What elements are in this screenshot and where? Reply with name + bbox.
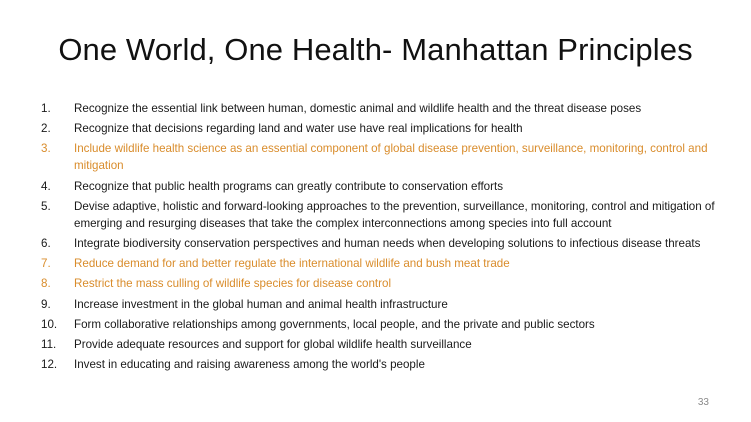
item-number: 4. [41,179,51,193]
list-item [41,255,721,272]
item-number: 2. [41,122,51,136]
item-text: Invest in educating and raising awareness among the world's people [74,358,425,372]
list-item [41,275,721,292]
item-text: Integrate biodiversity conservation perspectives and human needs when developing solutions to infectious disease threats [74,236,701,250]
item-number: 6. [41,236,51,250]
item-number: 5. [41,199,51,213]
list-item [41,198,721,232]
item-text: Increase investment in the global human and animal health infrastructure [74,297,448,311]
item-text: Reduce demand for and better regulate the international wildlife and bush meat trade [74,257,510,271]
item-text: Include wildlife health science as an essential component of global disease prevention, surveillance, monitoring, control and mitigation [74,142,708,173]
item-text: Recognize the essential link between human, domestic animal and wildlife health and the threat disease poses [74,102,642,115]
item-number: 8. [41,277,51,291]
list-item [41,296,721,313]
item-text: Form collaborative relationships among governments, local people, and the private and public sectors [74,317,595,331]
item-text: Provide adequate resources and support for global wildlife health surveillance [74,337,472,351]
list-item [41,120,721,137]
item-number: 9. [41,297,51,311]
item-number: 3. [41,142,51,156]
list-item [41,100,721,117]
item-number: 1. [41,102,51,115]
item-number: 11. [41,337,57,351]
item-text: Devise adaptive, holistic and forward-looking approaches to the prevention, surveillance, monitoring, control and mitigation of emerging and resurging diseases that take the complex interconnections among species into full account [74,199,715,230]
list-item [41,336,721,353]
slide-title: One World, One Health- Manhattan Principles [58,32,693,67]
item-number: 7. [41,257,51,271]
item-text: Recognize that public health programs can greatly contribute to conservation efforts [74,179,503,193]
list-item [41,356,721,373]
list-item [41,140,721,174]
principles-list [41,100,721,376]
page-number: 33 [697,397,709,408]
list-item [41,316,721,333]
item-text: Restrict the mass culling of wildlife species for disease control [74,277,392,291]
item-number: 12. [41,358,58,372]
item-number: 10. [41,317,58,331]
item-text: Recognize that decisions regarding land and water use have real implications for health [74,122,523,136]
list-item [41,235,721,252]
list-item [41,178,721,195]
